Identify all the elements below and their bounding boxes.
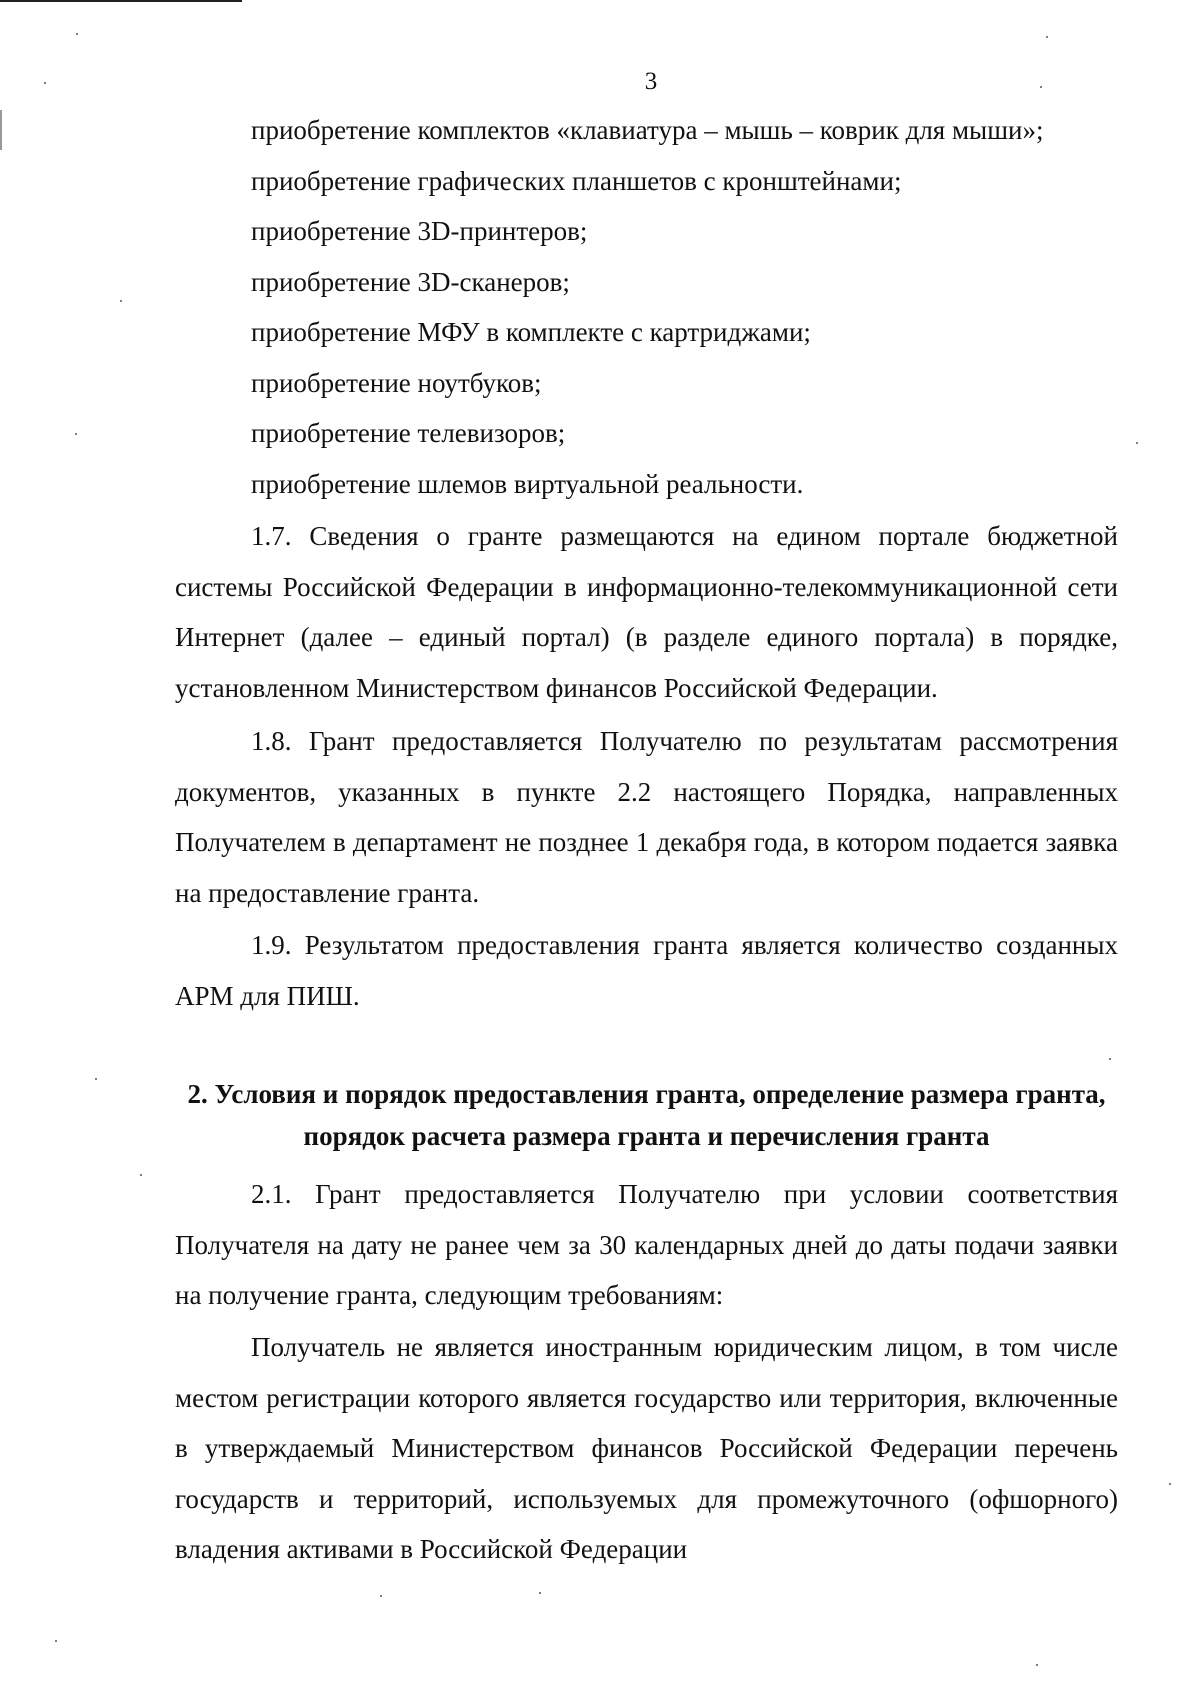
paragraph-1-8-block	[175, 716, 1118, 918]
list-item: приобретение комплектов «клавиатура – мышь – коврик для мыши»;	[251, 115, 1044, 145]
scan-speck	[1046, 36, 1048, 38]
scan-speck	[1036, 1664, 1038, 1666]
list-item: приобретение графических планшетов с кронштейнами;	[251, 165, 902, 196]
paragraph-1-9: 1.9. Результатом предоставления гранта является количество созданных АРМ для ПИШ.	[175, 930, 1118, 1011]
scan-speck	[380, 1595, 382, 1597]
scan-speck	[140, 1174, 142, 1176]
list-item: приобретение ноутбуков;	[251, 367, 542, 398]
paragraph-2-1-block	[175, 1169, 1118, 1321]
page-number: 3	[644, 68, 658, 95]
scan-speck	[76, 33, 78, 35]
scan-speck	[44, 82, 46, 84]
paragraph-1-7: 1.7. Сведения о гранте размещаются на едином портале бюджетной системы Российской Федерации в информационно-телекоммуникационной сети Интернет (далее – единый портал) (в разделе единого портала) в порядке, установленном Министерством финансов Российской Федерации.	[175, 521, 1118, 703]
list-item: приобретение телевизоров;	[251, 418, 566, 448]
paragraph-2-1: 2.1. Грант предоставляется Получателю при условии соответствия Получателя на дату не ранее чем за 30 календарных дней до даты подачи заявки на получение гранта, следующим требованиям:	[175, 1179, 1118, 1310]
paragraph-1-8: 1.8. Грант предоставляется Получателю по результатам рассмотрения документов, указанных в пункте 2.2 настоящего Порядка, направленных Получателем в департамент не позднее 1 декабря года, в котором подается заявка на предоставление гранта.	[175, 726, 1118, 908]
list-item: приобретение 3D-принтеров;	[251, 216, 588, 246]
section-2-heading	[175, 1073, 1118, 1157]
scan-speck	[1169, 1483, 1171, 1485]
scan-speck	[1136, 442, 1138, 444]
top-rule	[0, 0, 242, 2]
paragraph-1-7-block	[175, 511, 1118, 713]
scan-speck	[1109, 1058, 1111, 1060]
purchase-list	[175, 105, 1118, 509]
scan-speck	[120, 300, 122, 302]
section-heading-line-1: 2. Условия и порядок предоставления гранта, определение размера гранта,	[187, 1079, 1106, 1109]
scan-speck	[539, 1592, 541, 1594]
paragraph-1-9-block	[175, 920, 1118, 1021]
scan-speck	[75, 433, 77, 435]
scan-speck	[95, 1078, 97, 1080]
scan-speck	[55, 1640, 57, 1642]
scan-speck	[1040, 86, 1042, 88]
list-item: приобретение шлемов виртуальной реальности.	[251, 468, 804, 499]
paragraph-requirement-block	[175, 1322, 1118, 1575]
paragraph-requirement: Получатель не является иностранным юридическим лицом, в том числе местом регистрации которого является государство или территория, включенные в утверждаемый Министерством финансов Российской Федерации перечень государств и территорий, используемых для промежуточного (офшорного) владения активами в Российской Федерации	[175, 1332, 1118, 1564]
list-item: приобретение МФУ в комплекте с картриджами;	[251, 317, 811, 347]
list-item: приобретение 3D-сканеров;	[251, 266, 570, 297]
scan-edge-mark	[0, 110, 2, 150]
section-heading-line-2: порядок расчета размера гранта и перечисления гранта	[303, 1121, 990, 1151]
